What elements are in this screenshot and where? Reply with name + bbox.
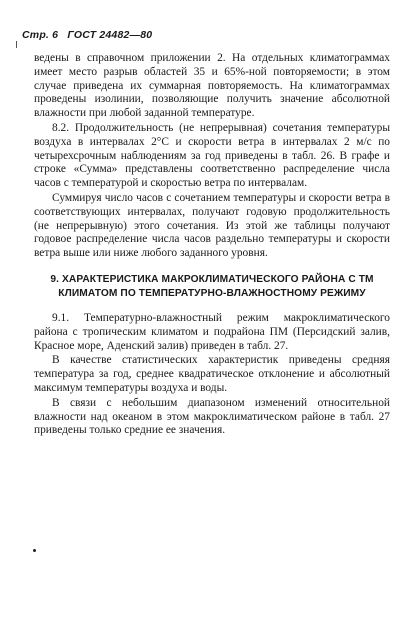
paragraph-summary: Суммируя число часов с сочетанием температуры и скорости ветра в соответствующих интервалах, получают годовую продолжительность (не непрерывную) этого сочетания. Из этой же таблицы получают годовое распределение числа часов раздельно температуры и скорости ветра выше или ниже любого заданного уровня.	[34, 191, 390, 260]
paragraph-9-1: 9.1. Температурно-влажностный режим макроклиматического района с тропическим климатом и подрайона ПМ (Персидский залив, Красное море, Аденский залив) приведен в табл. 27.	[34, 311, 390, 352]
page-number: Стр. 6	[22, 29, 59, 41]
margin-dot	[33, 549, 36, 552]
paragraph-statistics: В качестве статистических характеристик приведены средняя температура за год, среднее квадратическое отклонение и абсолютный максимум температуры воздуха и воды.	[34, 354, 390, 394]
paragraph-8-2: 8.2. Продолжительность (не непрерывная) сочетания температуры воздуха в интервалах 2°С и скорости ветра в интервалах 2 м/с по четырехсрочным наблюдениям за год приведены в табл. 26. В графе и строке «Сумма» представлены соответственно распределение числа часов с температурой и скоростью ветра по интервалам.	[34, 121, 390, 190]
document-body	[34, 52, 390, 438]
standard-number: ГОСТ 24482—80	[67, 29, 153, 41]
paragraph-continuation: ведены в справочном приложении 2. На отдельных климатограммах имеет место разрыв областей 35 и 65%-ной повторяемости; в этом случае приведена их суммарная повторяемость. На климатограммах проведены изолинии, позволяющие получить значение абсолютной влажности при любой заданной температуре.	[34, 52, 390, 120]
page-header	[22, 29, 158, 41]
paragraph-humidity: В связи с небольшим диапазоном изменений относительной влажности над океаном в этом макроклиматическом районе в табл. 27 приведены только средние ее значения.	[34, 396, 390, 437]
section-title: 9. ХАРАКТЕРИСТИКА МАКРОКЛИМАТИЧЕСКОГО РАЙОНА С ТМ КЛИМАТОМ ПО ТЕМПЕРАТУРНО-ВЛАЖНОСТНОМУ РЕЖИМУ	[50, 273, 374, 299]
margin-mark	[16, 41, 17, 48]
